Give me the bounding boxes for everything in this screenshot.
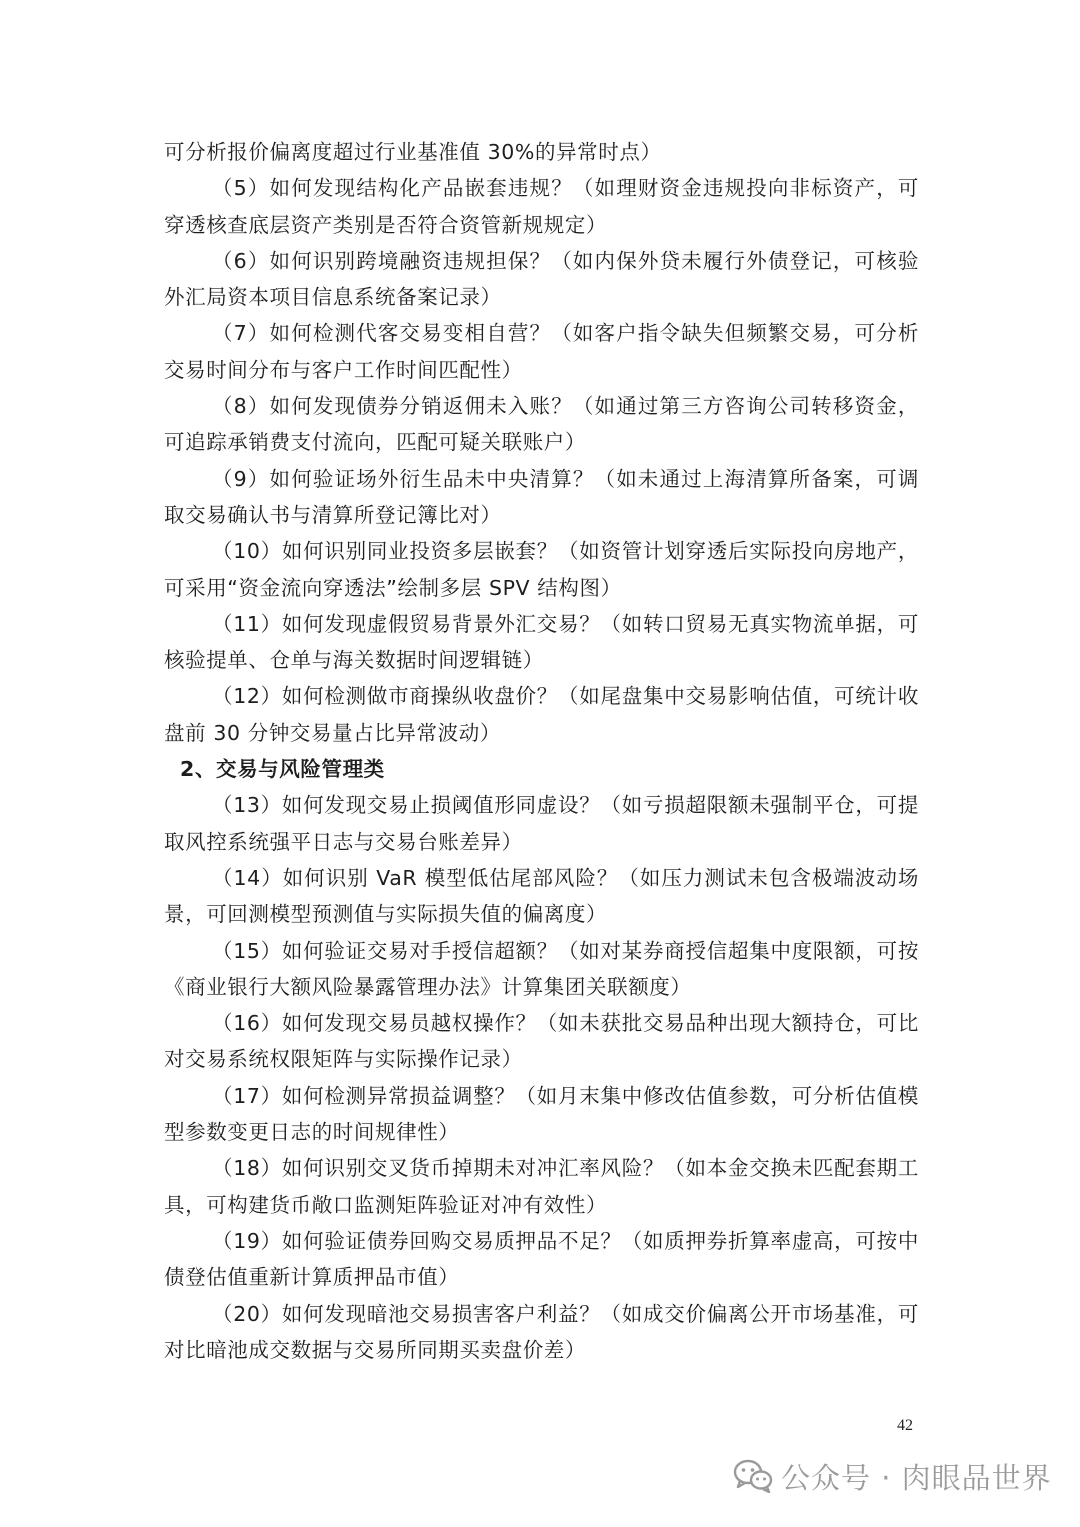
question-item: （6）如何识别跨境融资违规担保？（如内保外贷未履行外债登记，可核验外汇局资本项目信息系统备案记录） xyxy=(164,248,919,310)
question-item: （17）如何检测异常损益调整？（如月末集中修改估值参数，可分析估值模型参数变更日志的时间规律性） xyxy=(164,1083,919,1145)
question-item: （19）如何验证债券回购交易质押品不足？（如质押券折算率虚高，可按中债登估值重新计算质押品市值） xyxy=(164,1228,919,1290)
question-item: （13）如何发现交易止损阈值形同虚设？（如亏损超限额未强制平仓，可提取风控系统强平日志与交易台账差异） xyxy=(164,793,919,854)
question-item: （11）如何发现虚假贸易背景外汇交易？（如转口贸易无真实物流单据，可核验提单、仓单与海关数据时间逻辑链） xyxy=(164,611,919,673)
question-item: （10）如何识别同业投资多层嵌套？（如资管计划穿透后实际投向房地产，可采用“资金流向穿透法”绘制多层 SPV 结构图） xyxy=(164,539,919,600)
question-item: （16）如何发现交易员越权操作？（如未获批交易品种出现大额持仓，可比对交易系统权限矩阵与实际操作记录） xyxy=(164,1011,919,1072)
question-item: （15）如何验证交易对手授信超额？（如对某券商授信超集中度限额，可按《商业银行大额风险暴露管理办法》计算集团关联额度） xyxy=(164,938,919,999)
question-list-group-1 xyxy=(164,170,919,751)
question-item: （8）如何发现债券分销返佣未入账？（如通过第三方咨询公司转移资金，可追踪承销费支付流向，匹配可疑关联账户） xyxy=(164,394,919,455)
question-item: （5）如何发现结构化产品嵌套违规？（如理财资金违规投向非标资产，可穿透核查底层资产类别是否符合资管新规规定） xyxy=(164,176,919,237)
question-item: （9）如何验证场外衍生品未中央清算？（如未通过上海清算所备案，可调取交易确认书与清算所登记簿比对） xyxy=(164,466,919,527)
question-item: （20）如何发现暗池交易损害客户利益？（如成交价偏离公开市场基准，可对比暗池成交数据与交易所同期买卖盘价差） xyxy=(164,1301,919,1362)
watermark xyxy=(733,1450,1052,1502)
question-item: （7）如何检测代客交易变相自营？（如客户指令缺失但频繁交易，可分析交易时间分布与客户工作时间匹配性） xyxy=(164,321,919,382)
question-item: （18）如何识别交叉货币掉期未对冲汇率风险？（如本金交换未匹配套期工具，可构建货币敞口监测矩阵验证对冲有效性） xyxy=(164,1156,919,1217)
section-heading: 2、交易与风险管理类 xyxy=(180,757,385,782)
question-list-group-2 xyxy=(164,787,919,1368)
question-item: （14）如何识别 VaR 模型低估尾部风险？（如压力测试未包含极端波动场景，可回测模型预测值与实际损失值的偏离度） xyxy=(164,865,919,927)
document-body xyxy=(164,134,919,1368)
page-number: 42 xyxy=(897,1417,913,1434)
wechat-icon xyxy=(733,1459,773,1493)
watermark-text: 公众号 · 肉眼品世界 xyxy=(781,1460,1052,1495)
continuation-paragraph: 可分析报价偏离度超过行业基准值 30%的异常时点） xyxy=(164,140,662,164)
question-item: （12）如何检测做市商操纵收盘价？（如尾盘集中交易影响估值，可统计收盘前 30 分钟交易量占比异常波动） xyxy=(164,684,919,745)
